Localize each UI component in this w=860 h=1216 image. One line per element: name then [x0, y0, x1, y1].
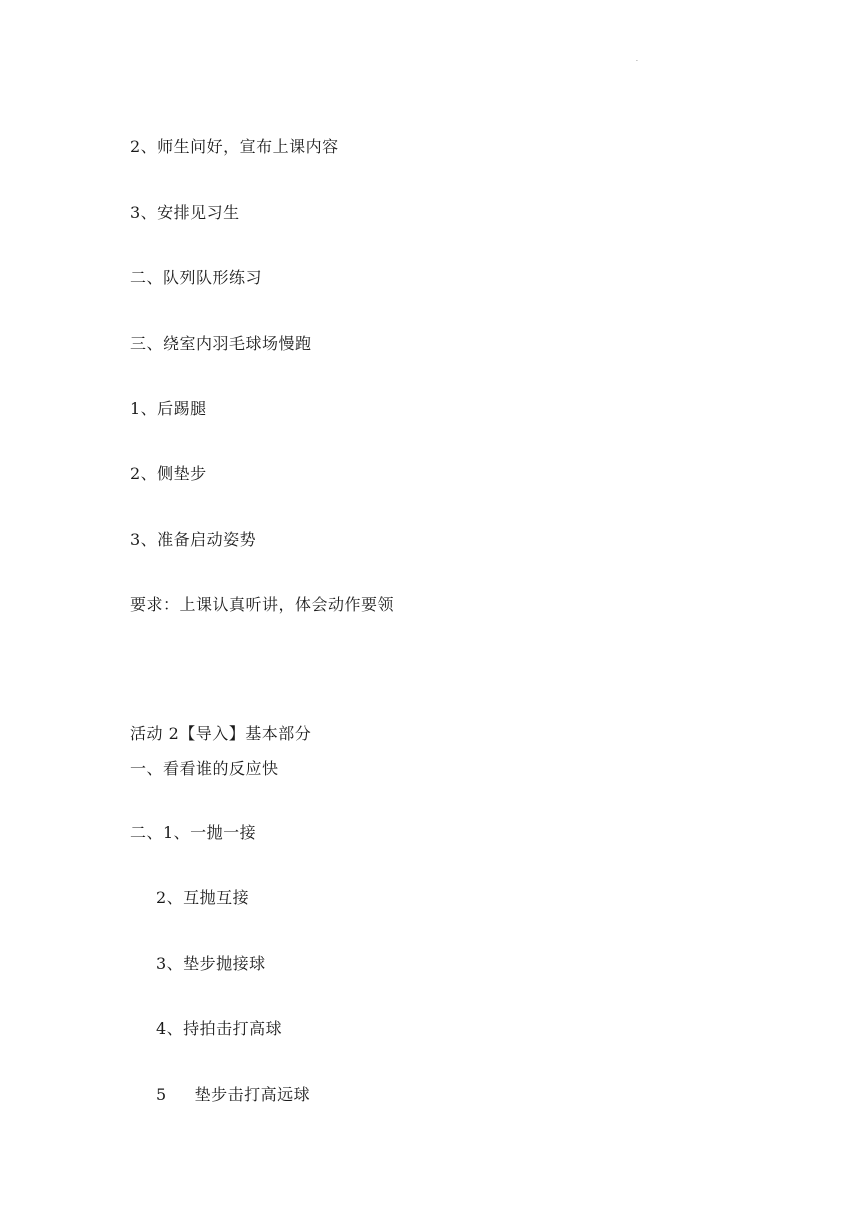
text-line: 2、侧垫步 — [130, 464, 207, 483]
text-line: 二、1、一抛一接 — [130, 823, 257, 842]
requirement-line: 要求：上课认真听讲，体会动作要领 — [130, 595, 395, 614]
text-line: 一、看看谁的反应快 — [130, 759, 279, 778]
section-heading: 活动 2【导入】基本部分 — [130, 724, 312, 743]
text-line: 2、师生问好，宣布上课内容 — [130, 137, 339, 156]
text-line: 1、后踢腿 — [130, 399, 207, 418]
text-line: 3、安排见习生 — [130, 203, 240, 222]
text-line: 4、持拍击打高球 — [156, 1019, 283, 1038]
text-line: 二、队列队形练习 — [130, 268, 263, 287]
text-line: 3、垫步抛接球 — [156, 954, 266, 973]
text-line: 5 垫步击打高远球 — [156, 1085, 311, 1104]
header-mark: · — [636, 58, 638, 65]
text-line: 2、互抛互接 — [156, 888, 250, 907]
text-line: 3、准备启动姿势 — [130, 530, 257, 549]
text-line: 三、绕室内羽毛球场慢跑 — [130, 334, 312, 353]
